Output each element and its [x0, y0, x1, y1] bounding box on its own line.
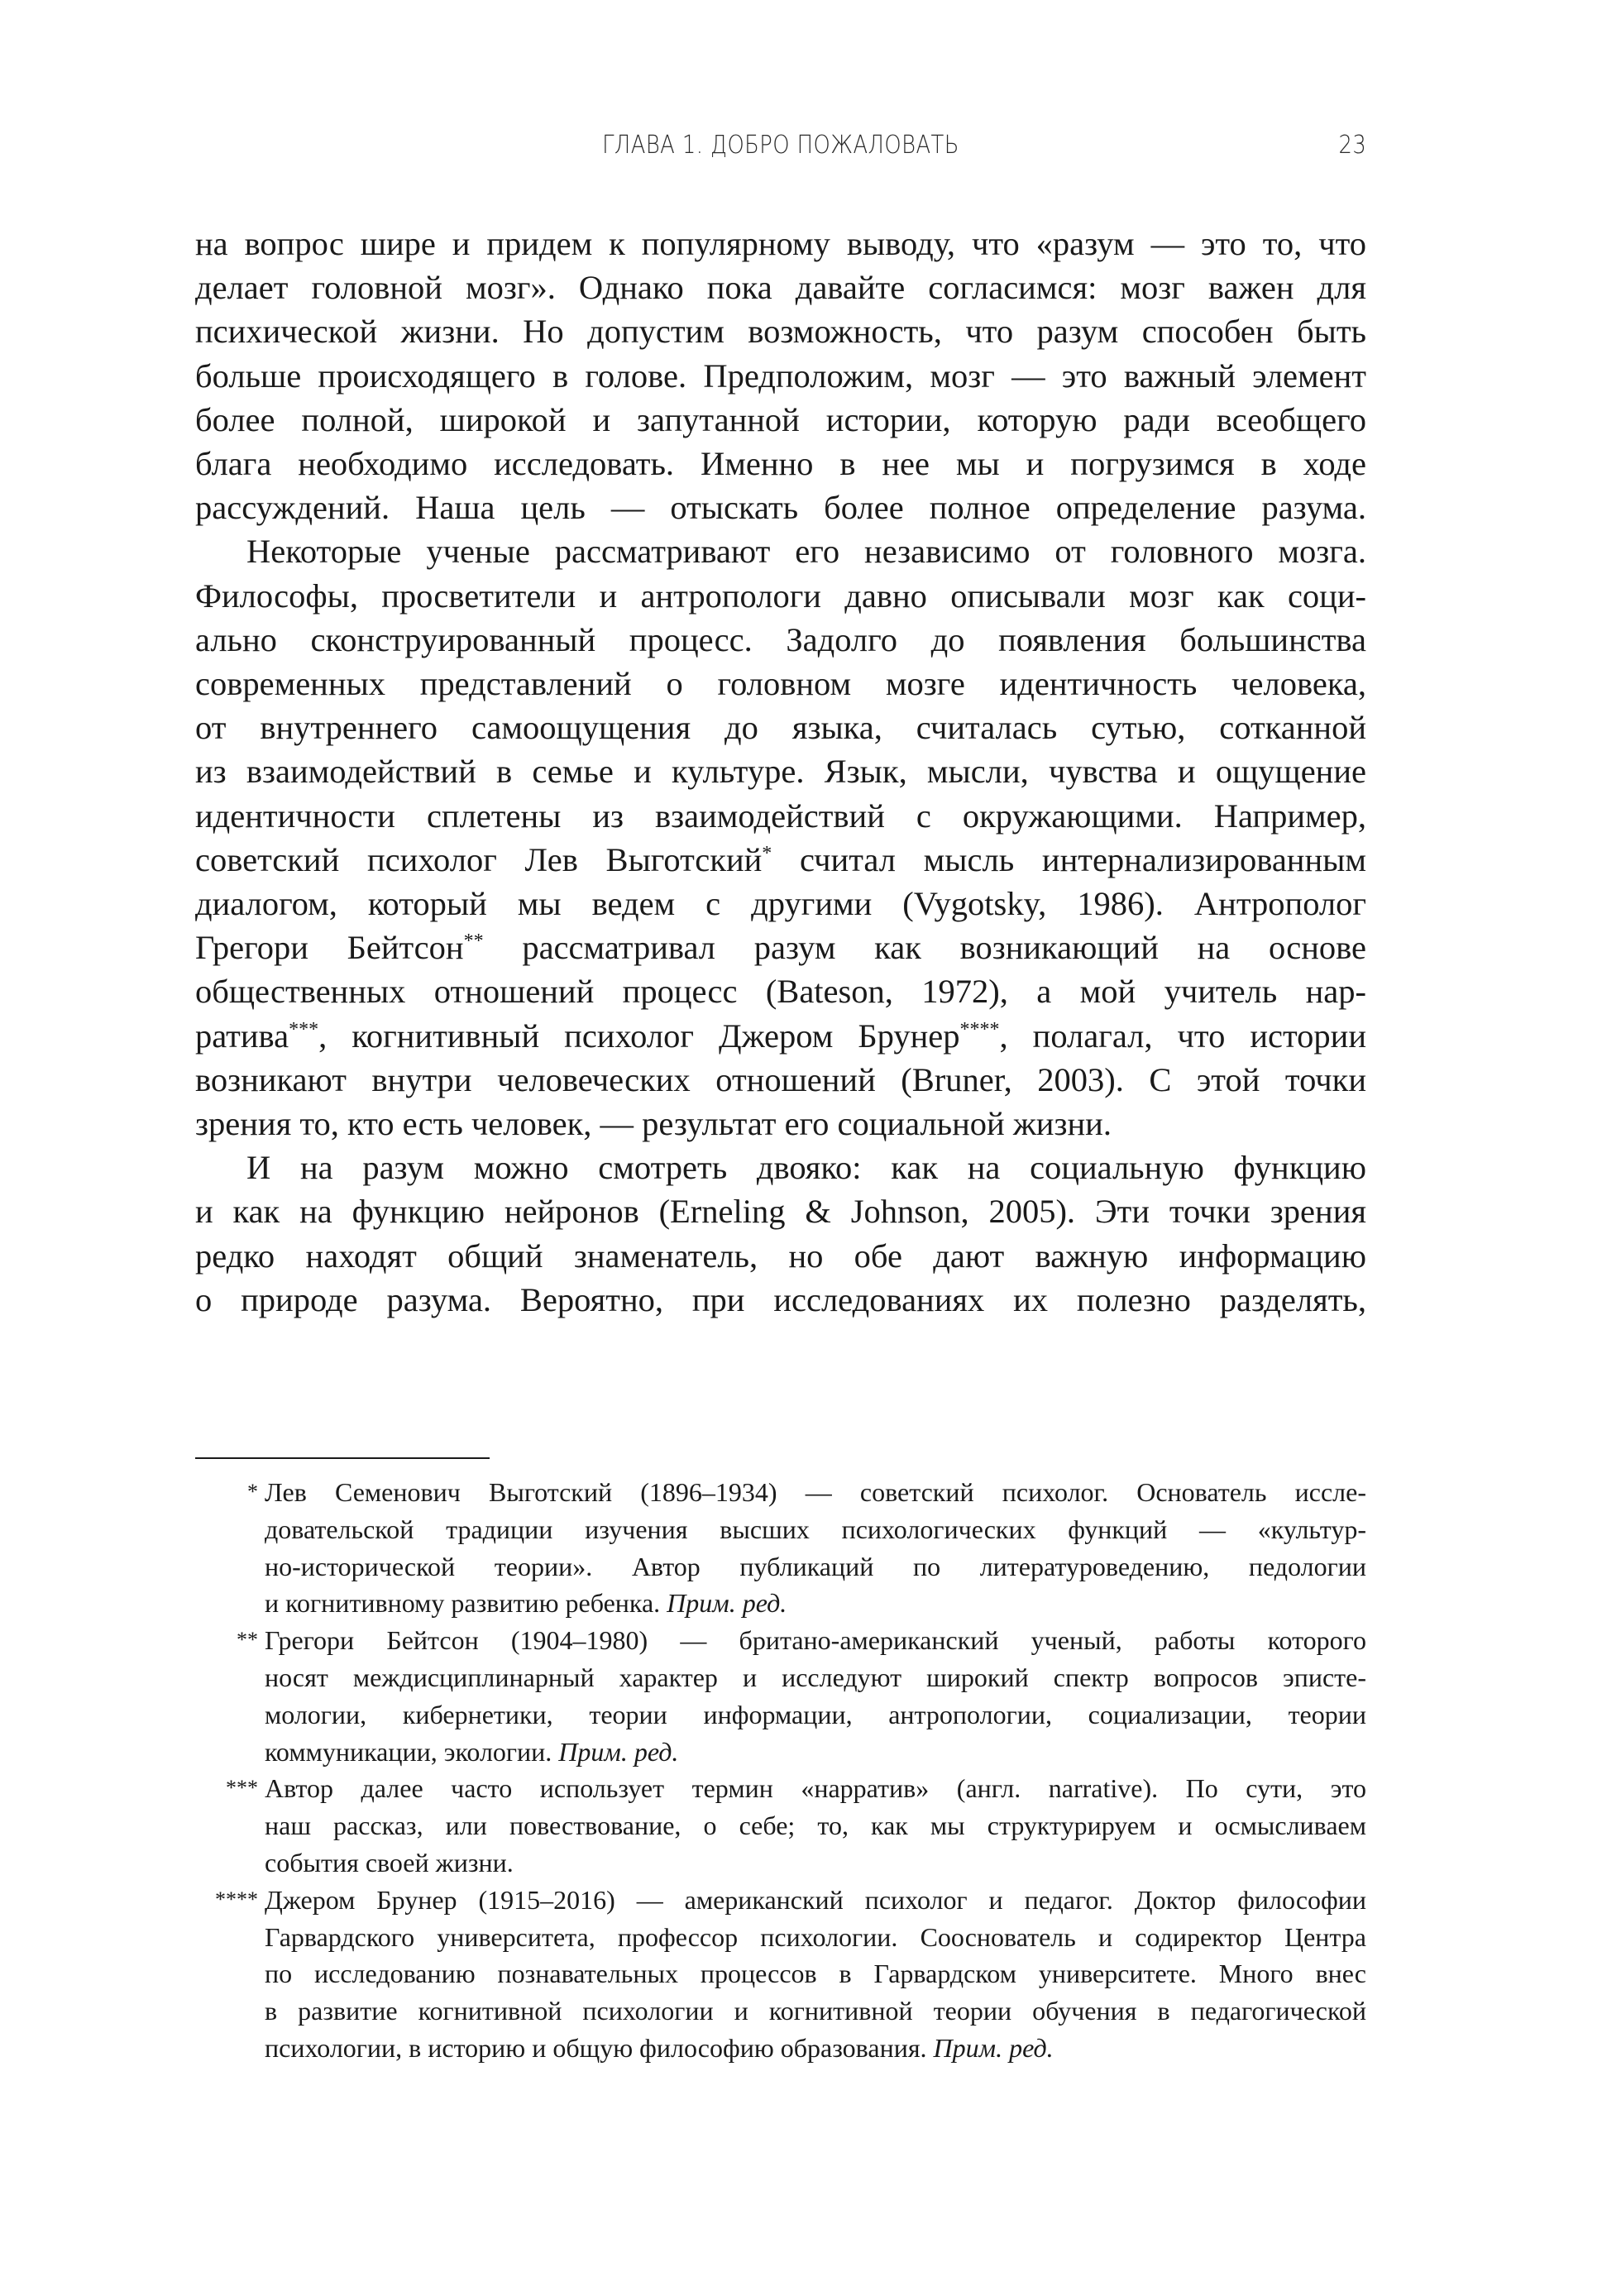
editor-note: Прим. ред.	[933, 2032, 1054, 2063]
text-line: мологии, кибернетики, теории информации, антропологии, социализации, теории	[265, 1699, 1366, 1729]
footnotes	[195, 1474, 1366, 2067]
paragraph	[195, 529, 1366, 1146]
text-line: общественных отношений процесс (Bateson, 1972), а мой учитель нар-	[195, 973, 1366, 1011]
text-line: Лев Семенович Выготский (1896–1934) — советский психолог. Основатель иссле-	[265, 1477, 1366, 1507]
footnote-mark: ****	[215, 1887, 258, 1911]
text-line: Грегори Бейтсон (1904–1980) — британо-американский ученый, работы которого	[265, 1625, 1366, 1656]
text-line: идентичности сплетены из взаимодействий с окружающими. Например,	[195, 796, 1366, 835]
text-line: довательской традиции изучения высших психологических функций — «культур-	[265, 1514, 1366, 1544]
text-run: , полагал, что истории	[999, 1016, 1366, 1055]
text-line	[195, 926, 1366, 969]
text-line: делает головной мозг». Однако пока давайте согласимся: мозг важен для	[195, 269, 1366, 307]
text-line: из взаимодействий в семье и культуре. Язык, мысли, чувства и ощущение	[195, 753, 1366, 791]
text-run: психологии, в историю и общую философию образования.	[265, 2032, 934, 2063]
main-text	[195, 222, 1366, 1322]
footnote-ref-2[interactable]: **	[463, 930, 484, 953]
footnote-4	[195, 1882, 1366, 2067]
text-line: в развитие когнитивной психологии и когнитивной теории обучения в педагогической	[265, 1996, 1366, 2026]
footnote-separator	[195, 1457, 490, 1459]
running-head	[195, 131, 1366, 172]
text-line: блага необходимо исследовать. Именно в нее мы и погрузимся в ходе	[195, 445, 1366, 483]
text-line	[265, 2030, 1366, 2067]
text-line: психической жизни. Но допустим возможность, что разум способен быть	[195, 313, 1366, 351]
text-run: рассматривал разум как возникающий на основе	[483, 929, 1366, 967]
text-line: возникают внутри человеческих отношений (Bruner, 2003). С этой точки	[195, 1060, 1366, 1098]
text-line: зрения то, кто есть человек, — результат его социальной жизни.	[195, 1105, 1112, 1143]
text-run: считал мысль интернализированным	[772, 840, 1366, 878]
footnote-1	[195, 1474, 1366, 1622]
text-line: на вопрос шире и придем к популярному выводу, что «разум — это то, что	[195, 225, 1366, 262]
text-run: коммуникации, экологии.	[265, 1736, 559, 1767]
text-line: Джером Брунер (1915–2016) — американский психолог и педагог. Доктор философии	[265, 1884, 1366, 1915]
text-line: больше происходящего в голове. Предположим, мозг — это важный элемент	[195, 356, 1366, 395]
footnote-mark: *	[247, 1480, 258, 1504]
text-run: ратива	[195, 1016, 289, 1055]
text-run: и когнитивному развитию ребенка.	[265, 1588, 667, 1619]
text-line: но-исторической теории». Автор публикаций по литературоведению, педологии	[265, 1551, 1366, 1581]
text-line: и как на функцию нейронов (Erneling & Johnson, 2005). Эти точки зрения	[195, 1193, 1366, 1231]
footnote-2	[195, 1622, 1366, 1770]
footnote-3	[195, 1770, 1366, 1881]
text-line: от внутреннего самоощущения до языка, считалась сутью, сотканной	[195, 709, 1366, 747]
text-line: И на разум можно смотреть двояко: как на социальную функцию	[246, 1149, 1366, 1187]
paragraph	[195, 1146, 1366, 1322]
text-line: диалогом, который мы ведем с другими (Vygotsky, 1986). Антрополог	[195, 885, 1366, 923]
text-line	[265, 1734, 1366, 1771]
editor-note: Прим. ред.	[558, 1736, 679, 1767]
text-line: более полной, широкой и запутанной истории, которую ради всеобщего	[195, 400, 1366, 438]
footnote-ref-1[interactable]: *	[762, 842, 772, 864]
paragraph	[195, 222, 1366, 529]
text-line: редко находят общий знаменатель, но обе дают важную информацию	[195, 1236, 1366, 1275]
text-line	[195, 1014, 1366, 1058]
text-line: современных представлений о головном мозге идентичность человека,	[195, 665, 1366, 703]
chapter-title: ГЛАВА 1. ДОБРО ПОЖАЛОВАТЬ	[602, 131, 959, 160]
text-run: , когнитивный психолог Джером Брунер	[318, 1016, 960, 1055]
text-line: Некоторые ученые рассматривают его независимо от головного мозга.	[246, 533, 1366, 571]
text-line: носят междисциплинарный характер и исследуют широкий спектр вопросов эписте-	[265, 1662, 1366, 1692]
text-line: наш рассказ, или повествование, о себе; то, как мы структурируем и осмысливаем	[265, 1810, 1366, 1841]
footnote-mark: **	[237, 1628, 258, 1653]
text-line: Гарвардского университета, профессор психологии. Сооснователь и содиректор Центра	[265, 1921, 1366, 1952]
text-line: события своей жизни.	[265, 1847, 514, 1877]
text-line: по исследованию познавательных процессов в Гарвардском университете. Много внес	[265, 1959, 1366, 1989]
footnote-mark: ***	[226, 1776, 258, 1801]
text-line: ально сконструированный процесс. Задолго до появления большинства	[195, 620, 1366, 658]
text-line: о природе разума. Вероятно, при исследованиях их полезно разделять,	[195, 1280, 1366, 1318]
footnote-ref-3[interactable]: ***	[289, 1018, 319, 1040]
text-line	[265, 1585, 1366, 1622]
text-line: рассуждений. Наша цель — отыскать более полное определение разума.	[195, 489, 1366, 527]
editor-note: Прим. ред.	[667, 1588, 787, 1619]
text-line	[195, 838, 1366, 882]
text-line: Автор далее часто использует термин «нарратив» (англ. narrative). По сути, это	[265, 1773, 1366, 1804]
page-number: 23	[1338, 131, 1366, 160]
text-run: советский психолог Лев Выготский	[195, 840, 763, 878]
text-line: Философы, просветители и антропологи давно описывали мозг как соци-	[195, 576, 1366, 615]
text-run: Грегори Бейтсон	[195, 929, 464, 967]
footnote-ref-4[interactable]: ****	[959, 1018, 1000, 1040]
